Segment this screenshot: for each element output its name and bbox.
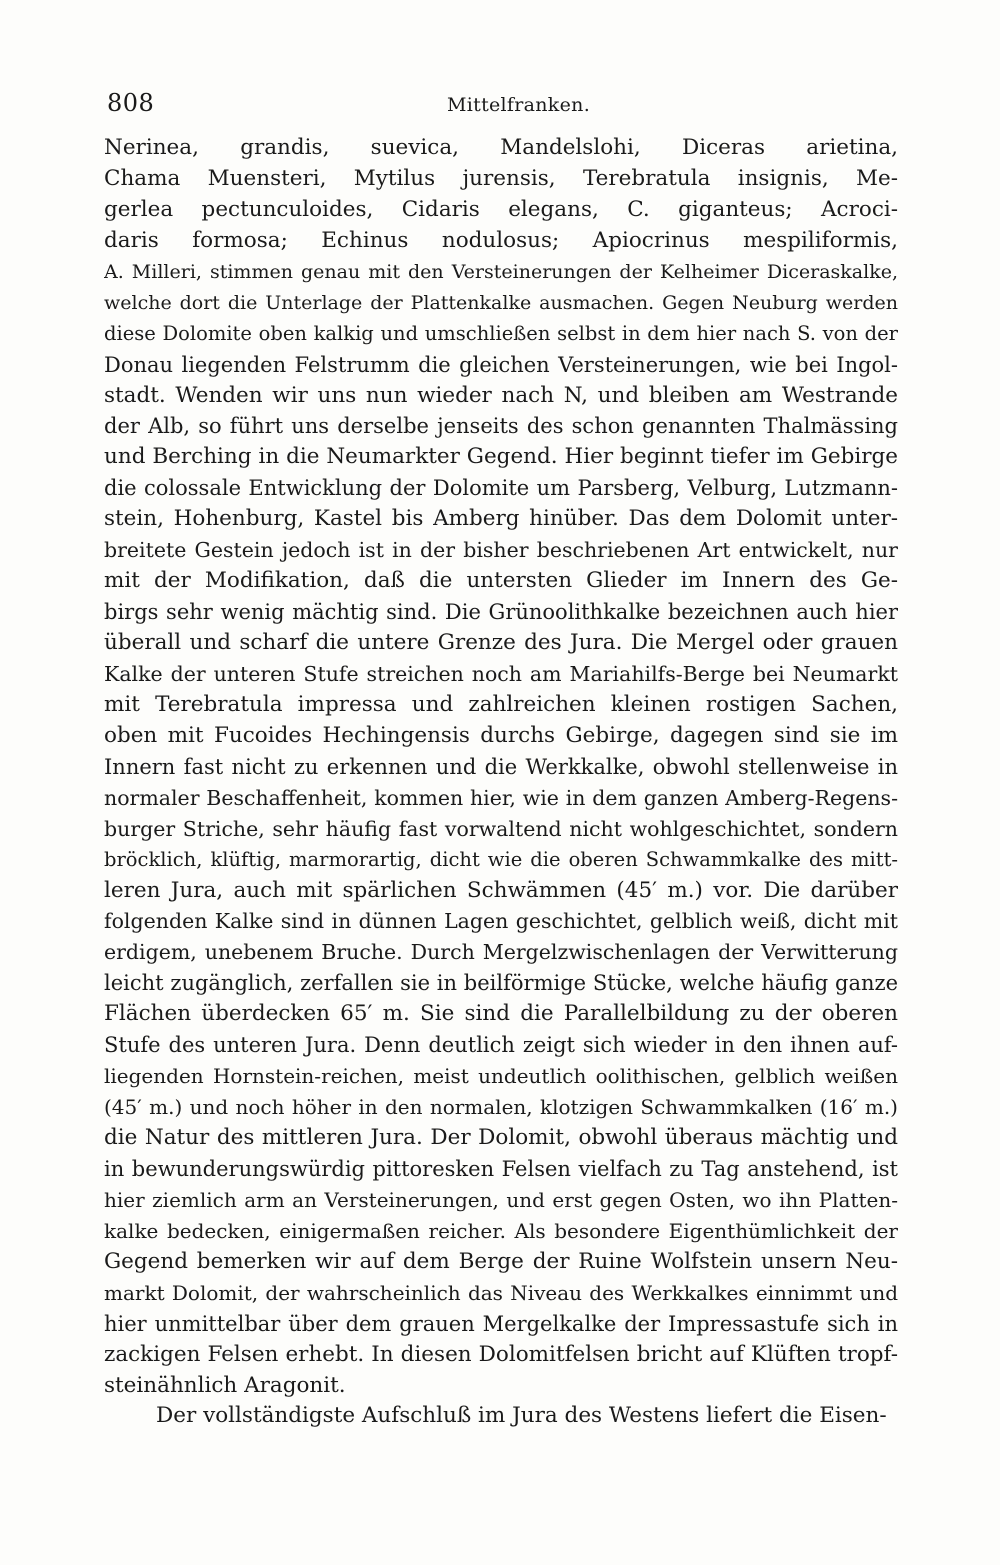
text-line: stein, Hohenburg, Kastel bis Amberg hinüber. Das dem Dolomit unter- bbox=[104, 506, 898, 532]
page-number: 808 bbox=[107, 89, 155, 117]
text-line: Flächen überdecken 65′ m. Sie sind die Parallelbildung zu der oberen bbox=[104, 1001, 898, 1027]
text-line: A. Milleri, stimmen genau mit den Versteinerungen der Kelheimer Diceraskalke, bbox=[104, 260, 898, 283]
text-line: erdigem, unebenem Bruche. Durch Mergelzwischenlagen der Verwitterung bbox=[104, 940, 898, 965]
text-line: daris formosa; Echinus nodulosus; Apiocrinus mespiliformis, bbox=[104, 227, 898, 253]
running-head: Mittelfranken. bbox=[447, 94, 591, 116]
text-line: überall und scharf die untere Grenze des Jura. Die Mergel oder grauen bbox=[104, 630, 898, 655]
text-line: mit der Modifikation, daß die untersten Glieder im Innern des Ge- bbox=[104, 568, 898, 594]
text-line: hier unmittelbar über dem grauen Mergelkalke der Impressastufe sich in bbox=[104, 1311, 898, 1336]
text-line: der Alb, so führt uns derselbe jenseits des schon genannten Thalmässing bbox=[104, 414, 898, 439]
text-line: birgs sehr wenig mächtig sind. Die Grünoolithkalke bezeichnen auch hier bbox=[104, 600, 898, 625]
text-line: diese Dolomite oben kalkig und umschließen selbst in dem hier nach S. von der bbox=[104, 321, 898, 345]
text-line: in bewunderungswürdig pittoresken Felsen vielfach zu Tag anstehend, ist bbox=[104, 1156, 898, 1181]
text-line: Innern fast nicht zu erkennen und die Werkkalke, obwohl stellenweise in bbox=[104, 754, 898, 779]
text-line: die colossale Entwicklung der Dolomite um Parsberg, Velburg, Lutzmann- bbox=[104, 476, 898, 501]
text-line: und Berching in die Neumarkter Gegend. Hier beginnt tiefer im Gebirge bbox=[104, 444, 898, 470]
text-line: bröcklich, klüftig, marmorartig, dicht wie die oberen Schwammkalke des mitt- bbox=[104, 847, 898, 871]
text-line: zackigen Felsen erhebt. In diesen Dolomitfelsen bricht auf Klüften tropf- bbox=[104, 1341, 898, 1367]
text-line: breitete Gestein jedoch ist in der bisher beschriebenen Art entwickelt, nur bbox=[104, 538, 898, 563]
text-line: folgenden Kalke sind in dünnen Lagen geschichtet, gelblich weiß, dicht mit bbox=[104, 909, 898, 934]
text-line: (45′ m.) und noch höher in den normalen, klotzigen Schwammkalken (16′ m.) bbox=[104, 1095, 898, 1120]
text-line: Donau liegenden Felstrumm die gleichen Versteinerungen, wie bei Ingol- bbox=[104, 352, 898, 377]
text-line: leicht zugänglich, zerfallen sie in beilförmige Stücke, welche häufig ganze bbox=[104, 971, 898, 996]
text-line: normaler Beschaffenheit, kommen hier, wie in dem ganzen Amberg-Regens- bbox=[104, 785, 898, 810]
text-line: mit Terebratula impressa und zahlreichen kleinen rostigen Sachen, bbox=[104, 691, 898, 717]
text-line: die Natur des mittleren Jura. Der Dolomit, obwohl überaus mächtig und bbox=[104, 1125, 898, 1150]
paragraph-start-line: Der vollständigste Aufschluß im Jura des Westens liefert die Eisen- bbox=[156, 1403, 887, 1429]
paragraph-end-line: steinähnlich Aragonit. bbox=[104, 1372, 346, 1398]
page-header bbox=[107, 88, 897, 118]
text-line: welche dort die Unterlage der Plattenkalke ausmachen. Gegen Neuburg werden bbox=[104, 291, 898, 314]
text-line: leren Jura, auch mit spärlichen Schwämmen (45′ m.) vor. Die darüber bbox=[104, 877, 898, 903]
text-line: gerlea pectunculoides, Cidaris elegans, C. giganteus; Acroci- bbox=[104, 196, 898, 222]
text-line: Stufe des unteren Jura. Denn deutlich zeigt sich wieder in den ihnen auf- bbox=[104, 1033, 898, 1058]
text-line: liegenden Hornstein-reichen, meist undeutlich oolithischen, gelblich weißen bbox=[104, 1064, 898, 1089]
text-line: Gegend bemerken wir auf dem Berge der Ruine Wolfstein unsern Neu- bbox=[104, 1248, 898, 1274]
body-text bbox=[104, 133, 898, 1432]
text-line: burger Striche, sehr häufig fast vorwaltend nicht wohlgeschichtet, sondern bbox=[104, 816, 898, 841]
text-line: Kalke der unteren Stufe streichen noch am Mariahilfs-Berge bei Neumarkt bbox=[104, 661, 898, 686]
text-line: Chama Muensteri, Mytilus jurensis, Terebratula insignis, Me- bbox=[104, 165, 898, 191]
text-line: stadt. Wenden wir uns nun wieder nach N, und bleiben am Westrande bbox=[104, 382, 898, 408]
text-line: Nerinea, grandis, suevica, Mandelslohi, Diceras arietina, bbox=[104, 135, 898, 160]
text-line: markt Dolomit, der wahrscheinlich das Niveau des Werkkalkes einnimmt und bbox=[104, 1280, 898, 1305]
text-line: oben mit Fucoides Hechingensis durchs Gebirge, dagegen sind sie im bbox=[104, 722, 898, 748]
text-line: hier ziemlich arm an Versteinerungen, und erst gegen Osten, wo ihn Platten- bbox=[104, 1187, 898, 1212]
text-line: kalke bedecken, einigermaßen reicher. Als besondere Eigenthümlichkeit der bbox=[104, 1218, 898, 1243]
